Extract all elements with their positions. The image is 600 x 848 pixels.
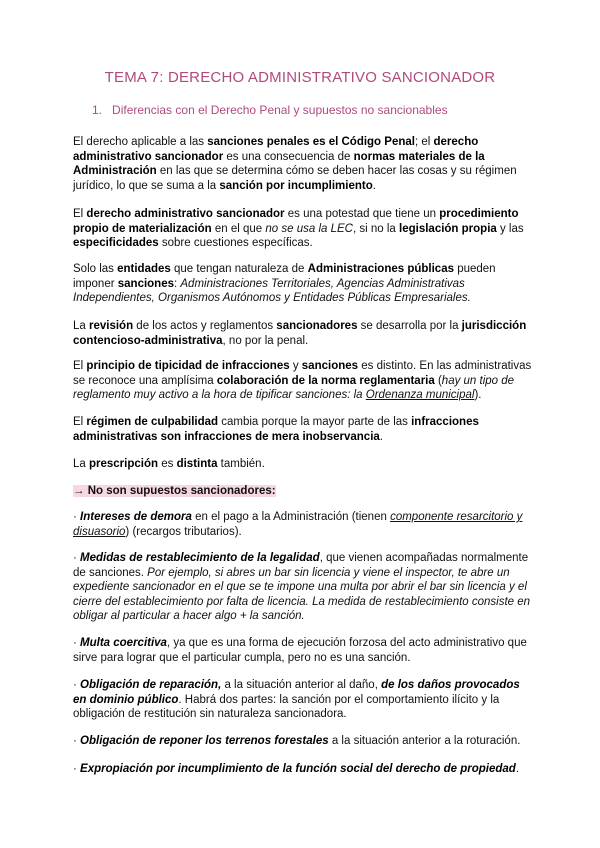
paragraph-entidades (73, 262, 533, 306)
bold-text: jurisdicción contencioso-administrativa (73, 320, 527, 347)
text: de los actos y reglamentos (133, 320, 277, 332)
paragraph-tipicidad (73, 359, 533, 403)
text: El (73, 208, 87, 220)
underlined-text: componente resarcitorio y disuasorio (73, 511, 523, 538)
text: ) (recargos tributarios). (125, 525, 242, 538)
text: La (73, 458, 89, 470)
bold-text: sancionadores (276, 320, 358, 332)
italic-text: Por ejemplo, si abres un bar sin licencia y viene el inspector, te abre un expediente sancionador en el que se te impone una multa por abrir el bar sin licencia y el cierre del establecimiento por falta de licencia. La medida de restablecimiento consiste en obligar al particular a hacer algo + la sanción. (73, 566, 531, 622)
bold-text: prescripción (89, 458, 159, 470)
bold-text: distinta (176, 458, 218, 470)
bold-text: infracciones administrativas son infracciones de mera inobservancia (73, 416, 479, 443)
paragraph-revision (73, 319, 533, 348)
text: es distinto. En las administrativas se reconoce una amplísima (73, 360, 532, 387)
text: . (379, 430, 383, 443)
bold-italic-text: Obligación de reponer los terrenos forestales (80, 735, 329, 747)
text: sobre cuestiones específicas. (158, 237, 313, 249)
highlighted-heading: → No son supuestos sancionadores: (73, 485, 276, 497)
list-item-expropiacion (73, 762, 533, 777)
list-item-multa (73, 636, 533, 665)
bold-italic-text: Multa coercitiva (80, 637, 167, 649)
bullet: · (73, 735, 81, 747)
bold-text: Administraciones públicas (307, 263, 454, 275)
paragraph-codigo-penal (73, 135, 533, 193)
text: pueden imponer (73, 263, 496, 290)
bold-text: revisión (89, 320, 134, 332)
italic-text: no se usa la LEC (265, 222, 353, 235)
text: a la situación anterior al daño, (221, 679, 382, 691)
text: ). (474, 389, 482, 401)
bold-text: derecho administrativo sancionador (86, 208, 285, 220)
text: , no por la penal. (222, 334, 309, 347)
bold-italic-text: Obligación de reparación, (80, 679, 222, 691)
list-item-reparacion (73, 678, 533, 722)
bold-text: entidades (117, 263, 171, 275)
text: cambia porque la mayor parte de las (218, 416, 412, 428)
bold-text: sanciones (117, 277, 174, 290)
bold-text: principio de tipicidad de infracciones (86, 360, 290, 372)
section-heading-text: Diferencias con el Derecho Penal y supuestos no sancionables (112, 103, 448, 117)
bullet: · (73, 679, 81, 691)
text: en el pago a la Administración (tienen (191, 511, 391, 523)
bold-text: sanción por incumplimiento (219, 179, 373, 192)
text: se desarrolla por la (357, 320, 462, 332)
text: . (372, 179, 376, 192)
bold-text: colaboración de la norma reglamentaria (216, 374, 435, 387)
text: ; el (414, 136, 434, 148)
bullet: · (73, 552, 81, 564)
section-heading (92, 103, 448, 117)
section-number: 1. (92, 103, 103, 117)
text: y las (496, 222, 524, 235)
text: es (158, 458, 177, 470)
bold-italic-text: de los daños provocados en dominio público (73, 679, 520, 706)
bold-text: legislación propia (399, 222, 497, 235)
text: en las que se determina cómo se deben hacer las cosas y su régimen jurídico, lo que se suma a la (73, 165, 517, 192)
bold-text: especificidades (73, 237, 159, 249)
bold-text: régimen de culpabilidad (86, 416, 219, 428)
text: : (174, 277, 181, 290)
text: también. (217, 458, 265, 470)
paragraph-no-sancionadores (73, 484, 533, 499)
text: , si no la (352, 222, 400, 235)
text: es una potestad que tiene un (284, 208, 440, 220)
text: es una consecuencia de (223, 150, 354, 163)
bold-italic-text: Expropiación por incumplimiento de la función social del derecho de propiedad (80, 763, 516, 775)
italic-text: Administraciones Territoriales, Agencias Administrativas Independientes, Organismos Autónomos y Entidades Públicas Empresariales. (73, 277, 471, 304)
bullet: · (73, 637, 81, 649)
list-item-medidas (73, 551, 533, 624)
bullet: · (73, 763, 81, 775)
text: El derecho aplicable a las (73, 136, 208, 148)
document-title: TEMA 7: DERECHO ADMINISTRATIVO SANCIONADOR (104, 69, 496, 86)
paragraph-prescripcion (73, 457, 533, 472)
text: y (289, 360, 302, 372)
text: El (73, 416, 87, 428)
text: , que vienen acompañadas normalmente de sanciones. (73, 552, 529, 579)
bullet: · (73, 511, 81, 523)
paragraph-culpabilidad (73, 415, 533, 444)
text: El (73, 360, 87, 372)
text: Solo las (73, 263, 118, 275)
bold-text: normas materiales de la Administración (73, 150, 485, 177)
text: , ya que es una forma de ejecución forzosa del acto administrativo que sirve para lograr que el particular cumpla, pero no es una sanción. (73, 637, 527, 664)
bold-italic-text: Intereses de demora (80, 511, 192, 523)
list-item-terrenos (73, 734, 533, 749)
text: en el que (211, 222, 266, 235)
bold-text: sanciones penales es el Código Penal (207, 136, 415, 148)
bold-text: sanciones (301, 360, 359, 372)
text: a la situación anterior a la roturación. (328, 735, 521, 747)
bold-text: procedimiento propio de materialización (73, 208, 519, 235)
italic-text: hay un tipo de reglamento muy activo a la hora de tipificar sanciones: la (73, 374, 515, 401)
text: . (515, 763, 520, 775)
list-item-intereses (73, 510, 533, 539)
paragraph-procedimiento (73, 207, 533, 251)
underlined-text: Ordenanza municipal (365, 389, 475, 401)
text: que tengan naturaleza de (170, 263, 308, 275)
text: La (73, 320, 89, 332)
bold-text: derecho administrativo sancionador (73, 136, 479, 163)
text: ( (434, 374, 442, 387)
bold-italic-text: Medidas de restablecimiento de la legalidad (80, 552, 320, 564)
text: . Habrá dos partes: la sanción por el comportamiento ilícito y la obligación de restitución sin naturaleza sancionadora. (73, 693, 500, 720)
